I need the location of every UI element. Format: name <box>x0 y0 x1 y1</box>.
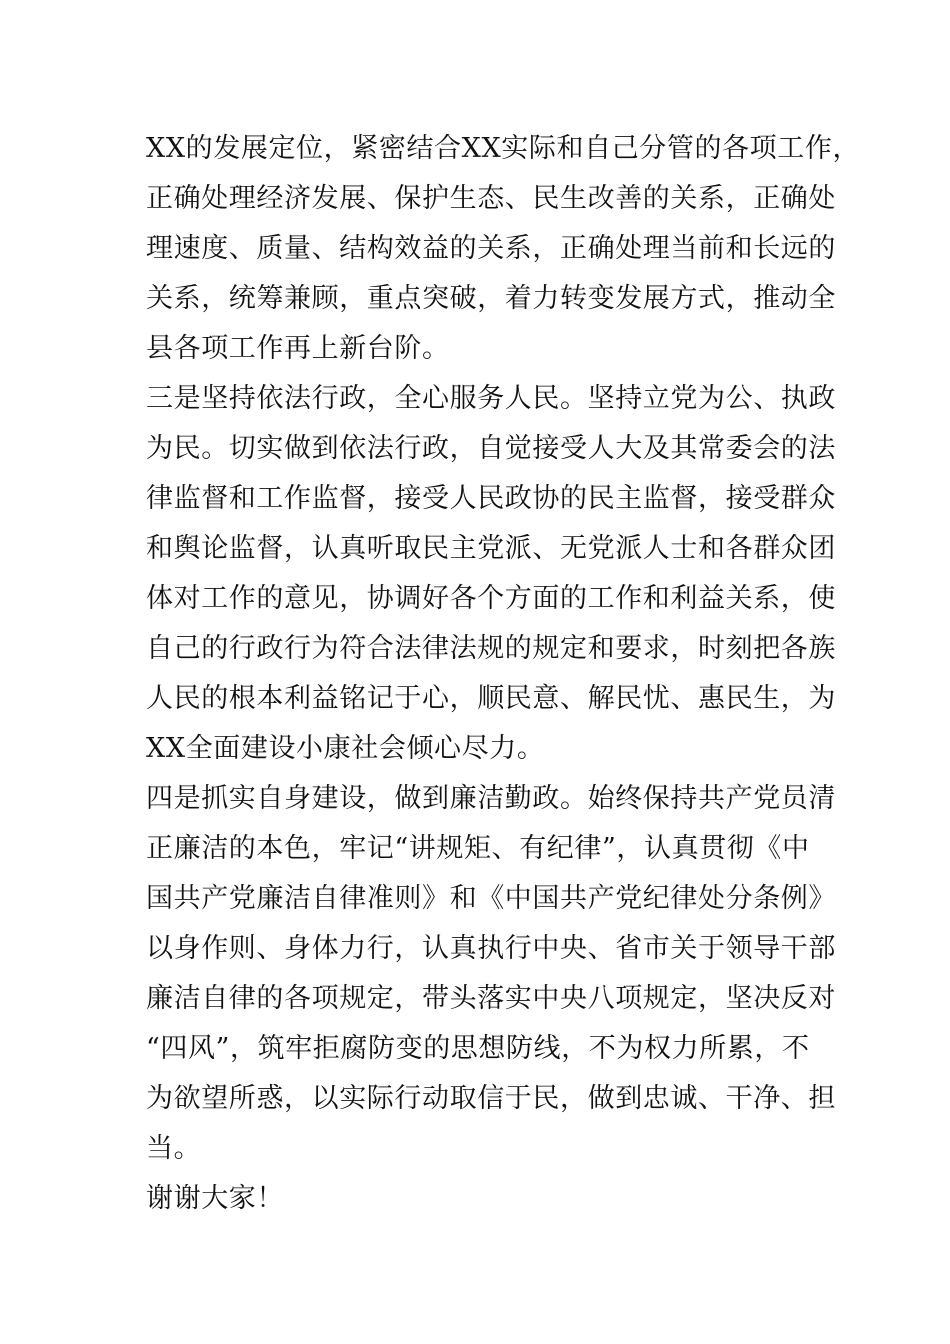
text-line: 为民。切实做到依法行政，自觉接受人大及其常委会的法 <box>146 433 836 464</box>
text-line: “四风”，筑牢拒腐防变的思想防线，不为权力所累，不 <box>146 1033 810 1064</box>
text-line: 和舆论监督，认真听取民主党派、无党派人士和各群众团 <box>146 533 836 564</box>
text-line: 正确处理经济发展、保护生态、民生改善的关系，正确处 <box>146 183 836 214</box>
text-line: 谢谢大家！ <box>146 1183 284 1214</box>
text-line: XX的发展定位，紧密结合XX实际和自己分管的各项工作， <box>146 133 861 164</box>
text-line: 人民的根本利益铭记于心，顺民意、解民忧、惠民生，为 <box>146 683 836 714</box>
document-body <box>146 124 861 1224</box>
text-line: 自己的行政行为符合法律法规的规定和要求，时刻把各族 <box>146 633 836 664</box>
text-line: 正廉洁的本色，牢记“讲规矩、有纪律”，认真贯彻《中 <box>146 833 810 864</box>
text-line: 国共产党廉洁自律准则》和《中国共产党纪律处分条例》 <box>146 883 836 914</box>
text-line: 县各项工作再上新台阶。 <box>146 333 450 364</box>
text-line: XX全面建设小康社会倾心尽力。 <box>146 733 545 764</box>
text-line: 三是坚持依法行政，全心服务人民。坚持立党为公、执政 <box>146 383 836 414</box>
text-line: 当。 <box>146 1133 202 1164</box>
text-line: 理速度、质量、结构效益的关系，正确处理当前和长远的 <box>146 233 836 264</box>
text-line: 以身作则、身体力行，认真执行中央、省市关于领导干部 <box>146 933 836 964</box>
text-line: 关系，统筹兼顾，重点突破，着力转变发展方式，推动全 <box>146 283 836 314</box>
text-line: 律监督和工作监督，接受人民政协的民主监督，接受群众 <box>146 483 836 514</box>
text-line: 体对工作的意见，协调好各个方面的工作和利益关系，使 <box>146 583 836 614</box>
text-line: 四是抓实自身建设，做到廉洁勤政。始终保持共产党员清 <box>146 783 836 814</box>
text-line: 廉洁自律的各项规定，带头落实中央八项规定，坚决反对 <box>146 983 836 1014</box>
text-line: 为欲望所惑，以实际行动取信于民，做到忠诚、干净、担 <box>146 1083 836 1114</box>
